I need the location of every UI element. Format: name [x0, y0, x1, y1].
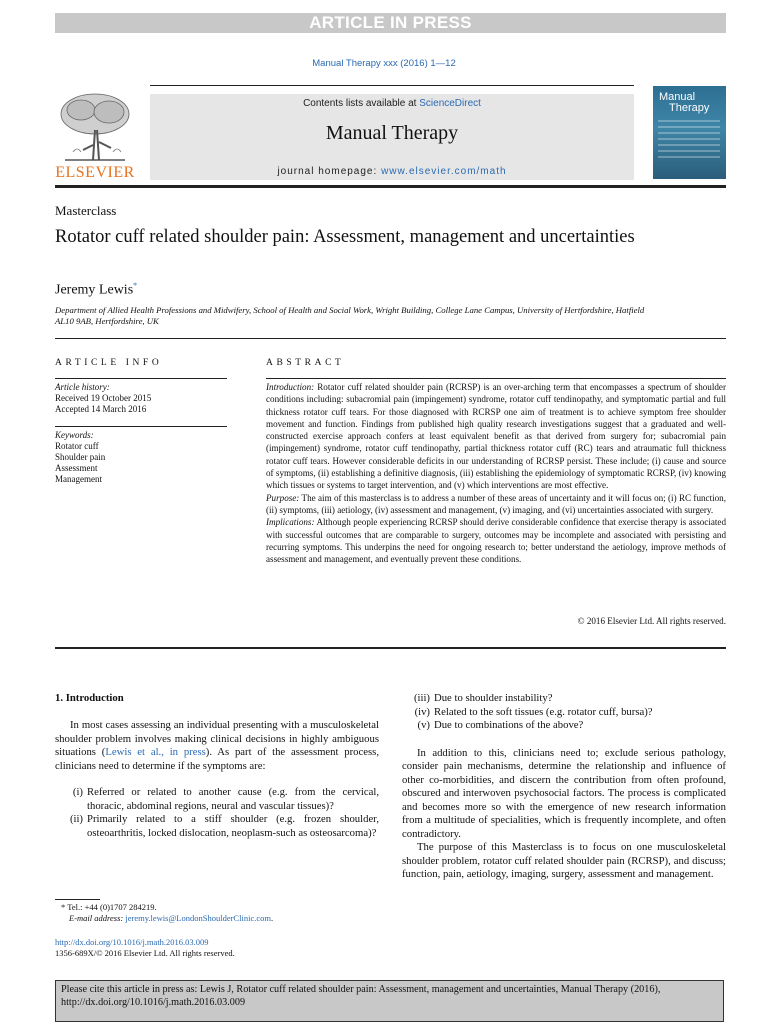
author-footnote [55, 902, 273, 924]
abstract-purpose-label: Purpose: [266, 492, 300, 503]
abstract-copyright: © 2016 Elsevier Ltd. All rights reserved. [577, 616, 726, 626]
contents-prefix: Contents lists available at [303, 98, 420, 109]
issn-line: 1356-689X/© 2016 Elsevier Ltd. All rights reserved. [55, 948, 235, 958]
email-end: . [270, 913, 274, 923]
intro-left-column [55, 719, 379, 840]
author-text: Jeremy Lewis [55, 282, 134, 298]
list-item [55, 786, 379, 813]
article-in-press-banner: ARTICLE IN PRESS [55, 13, 726, 33]
author-affiliation: Department of Allied Health Professions and Midwifery, School of Health and Social Work, Wright Building, College Lane Campus, University of Hertfordshire, Hatfield AL10 9AB, Hertfordshire, UK [55, 305, 645, 326]
intro-p1-start: In most cases assessing an individual presenting with a musculoskeletal shoulder problem involves making clinical decisions in highly ambiguous situations ( [55, 719, 379, 758]
abstract-bottom-rule [55, 647, 726, 649]
author-footnote-mark[interactable]: * [133, 281, 138, 290]
homepage-link[interactable]: www.elsevier.com/math [381, 166, 507, 177]
abstract-heading: ABSTRACT [266, 358, 345, 368]
introduction-heading: 1. Introduction [55, 692, 124, 704]
keywords-label: Keywords: [55, 430, 94, 440]
list-item [402, 706, 726, 720]
abstract-intro-text: Rotator cuff related shoulder pain (RCRSP) is an over-arching term that encompasses a spectrum of shoulder conditions including: subacromial pain (impingement) syndrome, rotator cuff tendinopathy, and symptomatic partial and full thickness rotator cuff tears. For those diagnosed with RCRSP one aim of treatment is to achieve symptom free shoulder movement and function. Findings from published high quality research investigations suggest that a graduated and well-constructed exercise approach confers at least equivalent benefit as that derived from surgery for; subacromial pain (impingement) syndrome, rotator cuff tendinopathy, partial thickness rotator cuff (RC) tears and atraumatic full thickness rotator cuff tears. However considerable deficits in our understanding of RCRSP persist. These include; (i) cause and source of symptoms, (ii) establishing a definitive diagnosis, (iii) establishing the epidemiology of symptomatic RCRSP, (iv) knowing which tissues or systems to target intervention, and (v) which interventions are most effective. [266, 382, 726, 491]
keywords-rule [55, 426, 227, 427]
list-text: Primarily related to a stiff shoulder (e.g. frozen shoulder, osteoarthritis, locked dislocation, neoplasm-such as osteosarcoma)? [87, 813, 379, 839]
cover-title-line-1: Manual [659, 91, 696, 103]
list-number: (ii) [69, 813, 83, 825]
abstract-body [266, 381, 726, 565]
email-link[interactable]: jeremy.lewis@LondonShoulderClinic.com [125, 913, 271, 923]
list-number: (iii) [413, 692, 430, 704]
journal-cover [653, 86, 726, 179]
header-bottom-rule [55, 185, 726, 188]
doi-block [55, 937, 235, 959]
intro-right-column [402, 692, 726, 882]
abstract-purpose-text: The aim of this masterclass is to address a number of these areas of uncertainty and it will focus on; (i) RC function, (ii) symptoms, (iii) aetiology, (iv) assessment and management, (v) imaging, and (vi) uncertainties associated with surgery. [266, 492, 726, 515]
list-text: Referred or related to another cause (e.g. from the cervical, thoracic, abdominal regions, neural and vascular tissues)? [87, 786, 379, 812]
abstract-intro-label: Introduction: [266, 382, 315, 392]
list-number: (i) [72, 786, 83, 798]
tree-icon [55, 90, 135, 162]
received-date: Received 19 October 2015 [55, 393, 152, 403]
abstract-implications-label: Implications: [266, 517, 315, 528]
cover-graphic [658, 120, 720, 160]
abstract-rule [266, 378, 726, 379]
elsevier-logo [55, 90, 135, 182]
keyword: Rotator cuff [55, 441, 99, 451]
list-item [55, 813, 379, 840]
email-label: E-mail address: [69, 913, 126, 923]
list-item [402, 719, 726, 733]
list-item [402, 692, 726, 706]
accepted-date: Accepted 14 March 2016 [55, 404, 147, 414]
article-info-heading: ARTICLE INFO [55, 358, 163, 368]
intro-paragraph-3: The purpose of this Masterclass is to focus on one musculoskeletal shoulder problem, rotator cuff related shoulder pain (RCRSP), and discuss; function, pain, aetiology, imaging, surgery, assessment and management. [402, 841, 726, 880]
intro-paragraph-1 [55, 719, 379, 773]
intro-paragraph-2: In addition to this, clinicians need to; exclude serious pathology, consider pain mechanisms, determine the relationship and influence of other co-morbidities, and discern the contribution from often profound, obscured and interwoven psychosocial factors. The process is complicated and becomes more so with the emergence of new research information from a multitude of specialities, which is frequently incomplete, and often contradictory. [402, 746, 726, 840]
sciencedirect-link[interactable]: ScienceDirect [419, 98, 481, 109]
intro-p1-end: ). As part of the assessment process, clinicians need to determine if the symptoms are: [55, 746, 380, 772]
list-number: (iv) [414, 705, 430, 718]
journal-reference[interactable]: Manual Therapy xxx (2016) 1—12 [312, 58, 456, 69]
list-text: Due to combinations of the above? [434, 719, 584, 731]
cover-title-line-2: Therapy [669, 102, 710, 114]
abstract-implications [266, 516, 726, 565]
author-name [55, 281, 137, 299]
abstract-purpose [266, 492, 726, 517]
header-top-rule [150, 85, 634, 86]
homepage-prefix: journal homepage: [277, 166, 382, 177]
footnote-email-line [55, 913, 273, 924]
journal-header [150, 94, 634, 180]
section-label: Masterclass [55, 203, 117, 218]
keyword: Management [55, 474, 102, 484]
keyword: Assessment [55, 463, 98, 473]
doi-link[interactable]: http://dx.doi.org/10.1016/j.math.2016.03.009 [55, 937, 209, 947]
title-divider [55, 338, 726, 339]
citation-link[interactable]: Lewis et al., in press [105, 746, 206, 758]
footnote-rule [55, 899, 100, 900]
footnote-tel: * Tel.: +44 (0)1707 284219. [61, 902, 157, 912]
journal-name: Manual Therapy [325, 122, 459, 144]
contents-line [150, 98, 634, 109]
cover-title [659, 92, 709, 114]
abstract-introduction [266, 381, 726, 492]
keywords-block [55, 430, 227, 485]
article-info-rule [55, 378, 227, 379]
keyword: Shoulder pain [55, 452, 106, 462]
list-number: (v) [417, 719, 430, 731]
publisher-logo-text: ELSEVIER [55, 164, 135, 181]
citation-notice: Please cite this article in press as: Lewis J, Rotator cuff related shoulder pain: Assessment, management and uncertainties, Manual Therapy (2016), http://dx.doi.org/10.1016/j.math.2016.03.009 [55, 980, 724, 1022]
history-label: Article history: [55, 382, 110, 392]
list-text: Related to the soft tissues (e.g. rotator cuff, bursa)? [434, 705, 653, 718]
article-history [55, 382, 227, 415]
abstract-implications-text: Although people experiencing RCRSP should derive considerable confidence that exercise therapy is associated with successful outcomes that are comparable to surgery, outcomes may be incomplete and associated with persisting and recurring symptoms. This underpins the need for ongoing research to; better understand the aetiology, improve methods of assessment and management, and eventually prevent these conditions. [266, 517, 727, 565]
homepage-line [150, 166, 634, 177]
list-text: Due to shoulder instability? [434, 692, 553, 704]
article-title: Rotator cuff related shoulder pain: Assessment, management and uncertainties [55, 227, 635, 247]
